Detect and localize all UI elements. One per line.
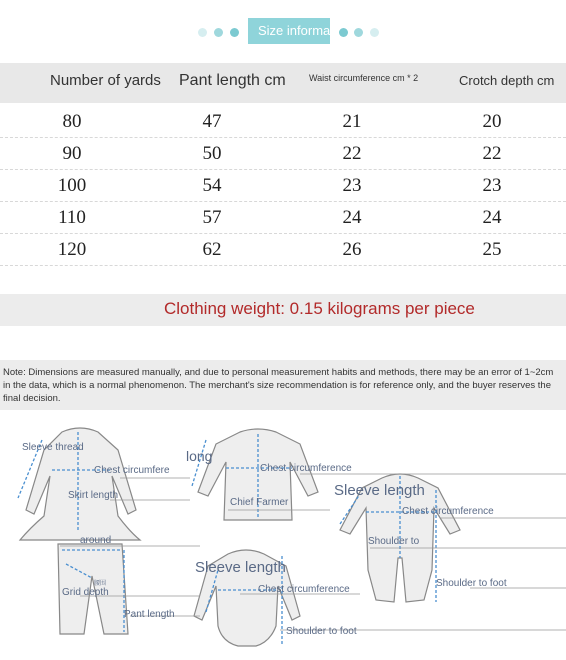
col-header-pant-length: Pant length cm <box>179 72 286 89</box>
cell-crotch: 20 <box>482 111 502 132</box>
cell-yards: 80 <box>62 111 82 132</box>
table-row <box>0 234 566 266</box>
cell-waist: 22 <box>342 143 362 164</box>
decor-dot <box>214 28 223 37</box>
label-skirt-length: Skirt length <box>68 490 119 501</box>
cell-crotch: 22 <box>482 143 502 164</box>
label-small-text: 腰围 <box>94 581 107 587</box>
cell-pant-length: 62 <box>202 239 222 260</box>
label-chest-circumfere: Chest circumfere <box>94 465 170 476</box>
decor-dot <box>198 28 207 37</box>
label-shoulder-to-foot-bodysuit: Shoulder to foot <box>286 626 357 637</box>
cell-crotch: 25 <box>482 239 502 260</box>
col-header-waist: Waist circumference cm * 2 <box>309 73 419 83</box>
label-long: long <box>186 448 213 464</box>
cell-pant-length: 57 <box>202 207 222 228</box>
col-header-crotch: Crotch depth cm <box>459 73 555 88</box>
cell-pant-length: 54 <box>202 175 222 196</box>
cell-waist: 21 <box>342 111 362 132</box>
decor-dot <box>354 28 363 37</box>
label-sleeve-length-romper: Sleeve length <box>334 482 425 499</box>
size-table-header <box>0 63 566 103</box>
cell-crotch: 23 <box>482 175 502 196</box>
cell-pant-length: 47 <box>202 111 222 132</box>
cell-yards: 100 <box>57 175 87 196</box>
cell-crotch: 24 <box>482 207 502 228</box>
table-row <box>0 170 566 202</box>
table-row <box>0 106 566 138</box>
size-info-header <box>0 14 566 48</box>
cell-yards: 120 <box>57 239 87 260</box>
cell-waist: 24 <box>342 207 362 228</box>
note-banner <box>0 360 566 410</box>
label-chest-circumference-romper: Chest circumference <box>402 506 494 517</box>
table-row <box>0 202 566 234</box>
decor-dot <box>230 28 239 37</box>
cell-yards: 110 <box>58 207 86 228</box>
section-title: Size informa <box>248 18 330 44</box>
cell-waist: 26 <box>342 239 362 260</box>
cell-yards: 90 <box>62 143 82 164</box>
label-chest-circumference-top: Chest circumference <box>260 463 352 474</box>
cell-pant-length: 50 <box>202 143 222 164</box>
decor-dot <box>370 28 379 37</box>
label-chest-circumference-bodysuit: Chest circumference <box>258 584 350 595</box>
cell-waist: 23 <box>342 175 362 196</box>
decor-dot <box>339 28 348 37</box>
label-sleeve-length-bodysuit: Sleeve length <box>195 559 286 576</box>
label-shoulder-to: Shoulder to <box>368 536 420 547</box>
col-header-yards: Number of yards <box>50 72 161 89</box>
label-chief-farmer: Chief Farmer <box>230 497 289 508</box>
label-grid-depth: Grid depth <box>62 587 109 598</box>
weight-banner <box>0 294 566 326</box>
label-sleeve-thread: Sleeve thread <box>22 442 84 453</box>
clothing-weight: Clothing weight: 0.15 kilograms per piece <box>164 299 475 318</box>
table-row <box>0 138 566 170</box>
label-pant-length: Pant length <box>124 609 175 620</box>
label-around: around <box>80 535 112 546</box>
label-shoulder-to-foot-romper: Shoulder to foot <box>436 578 507 589</box>
measurement-diagram <box>0 420 566 660</box>
measurement-note: Note: Dimensions are measured manually, and due to personal measurement habits and methods, there may be an error of 1~2cm in the data, which is a normal phenomenon. The merchant's size recommendation is for reference only, and the buyer reserves the final decision. <box>3 367 554 404</box>
